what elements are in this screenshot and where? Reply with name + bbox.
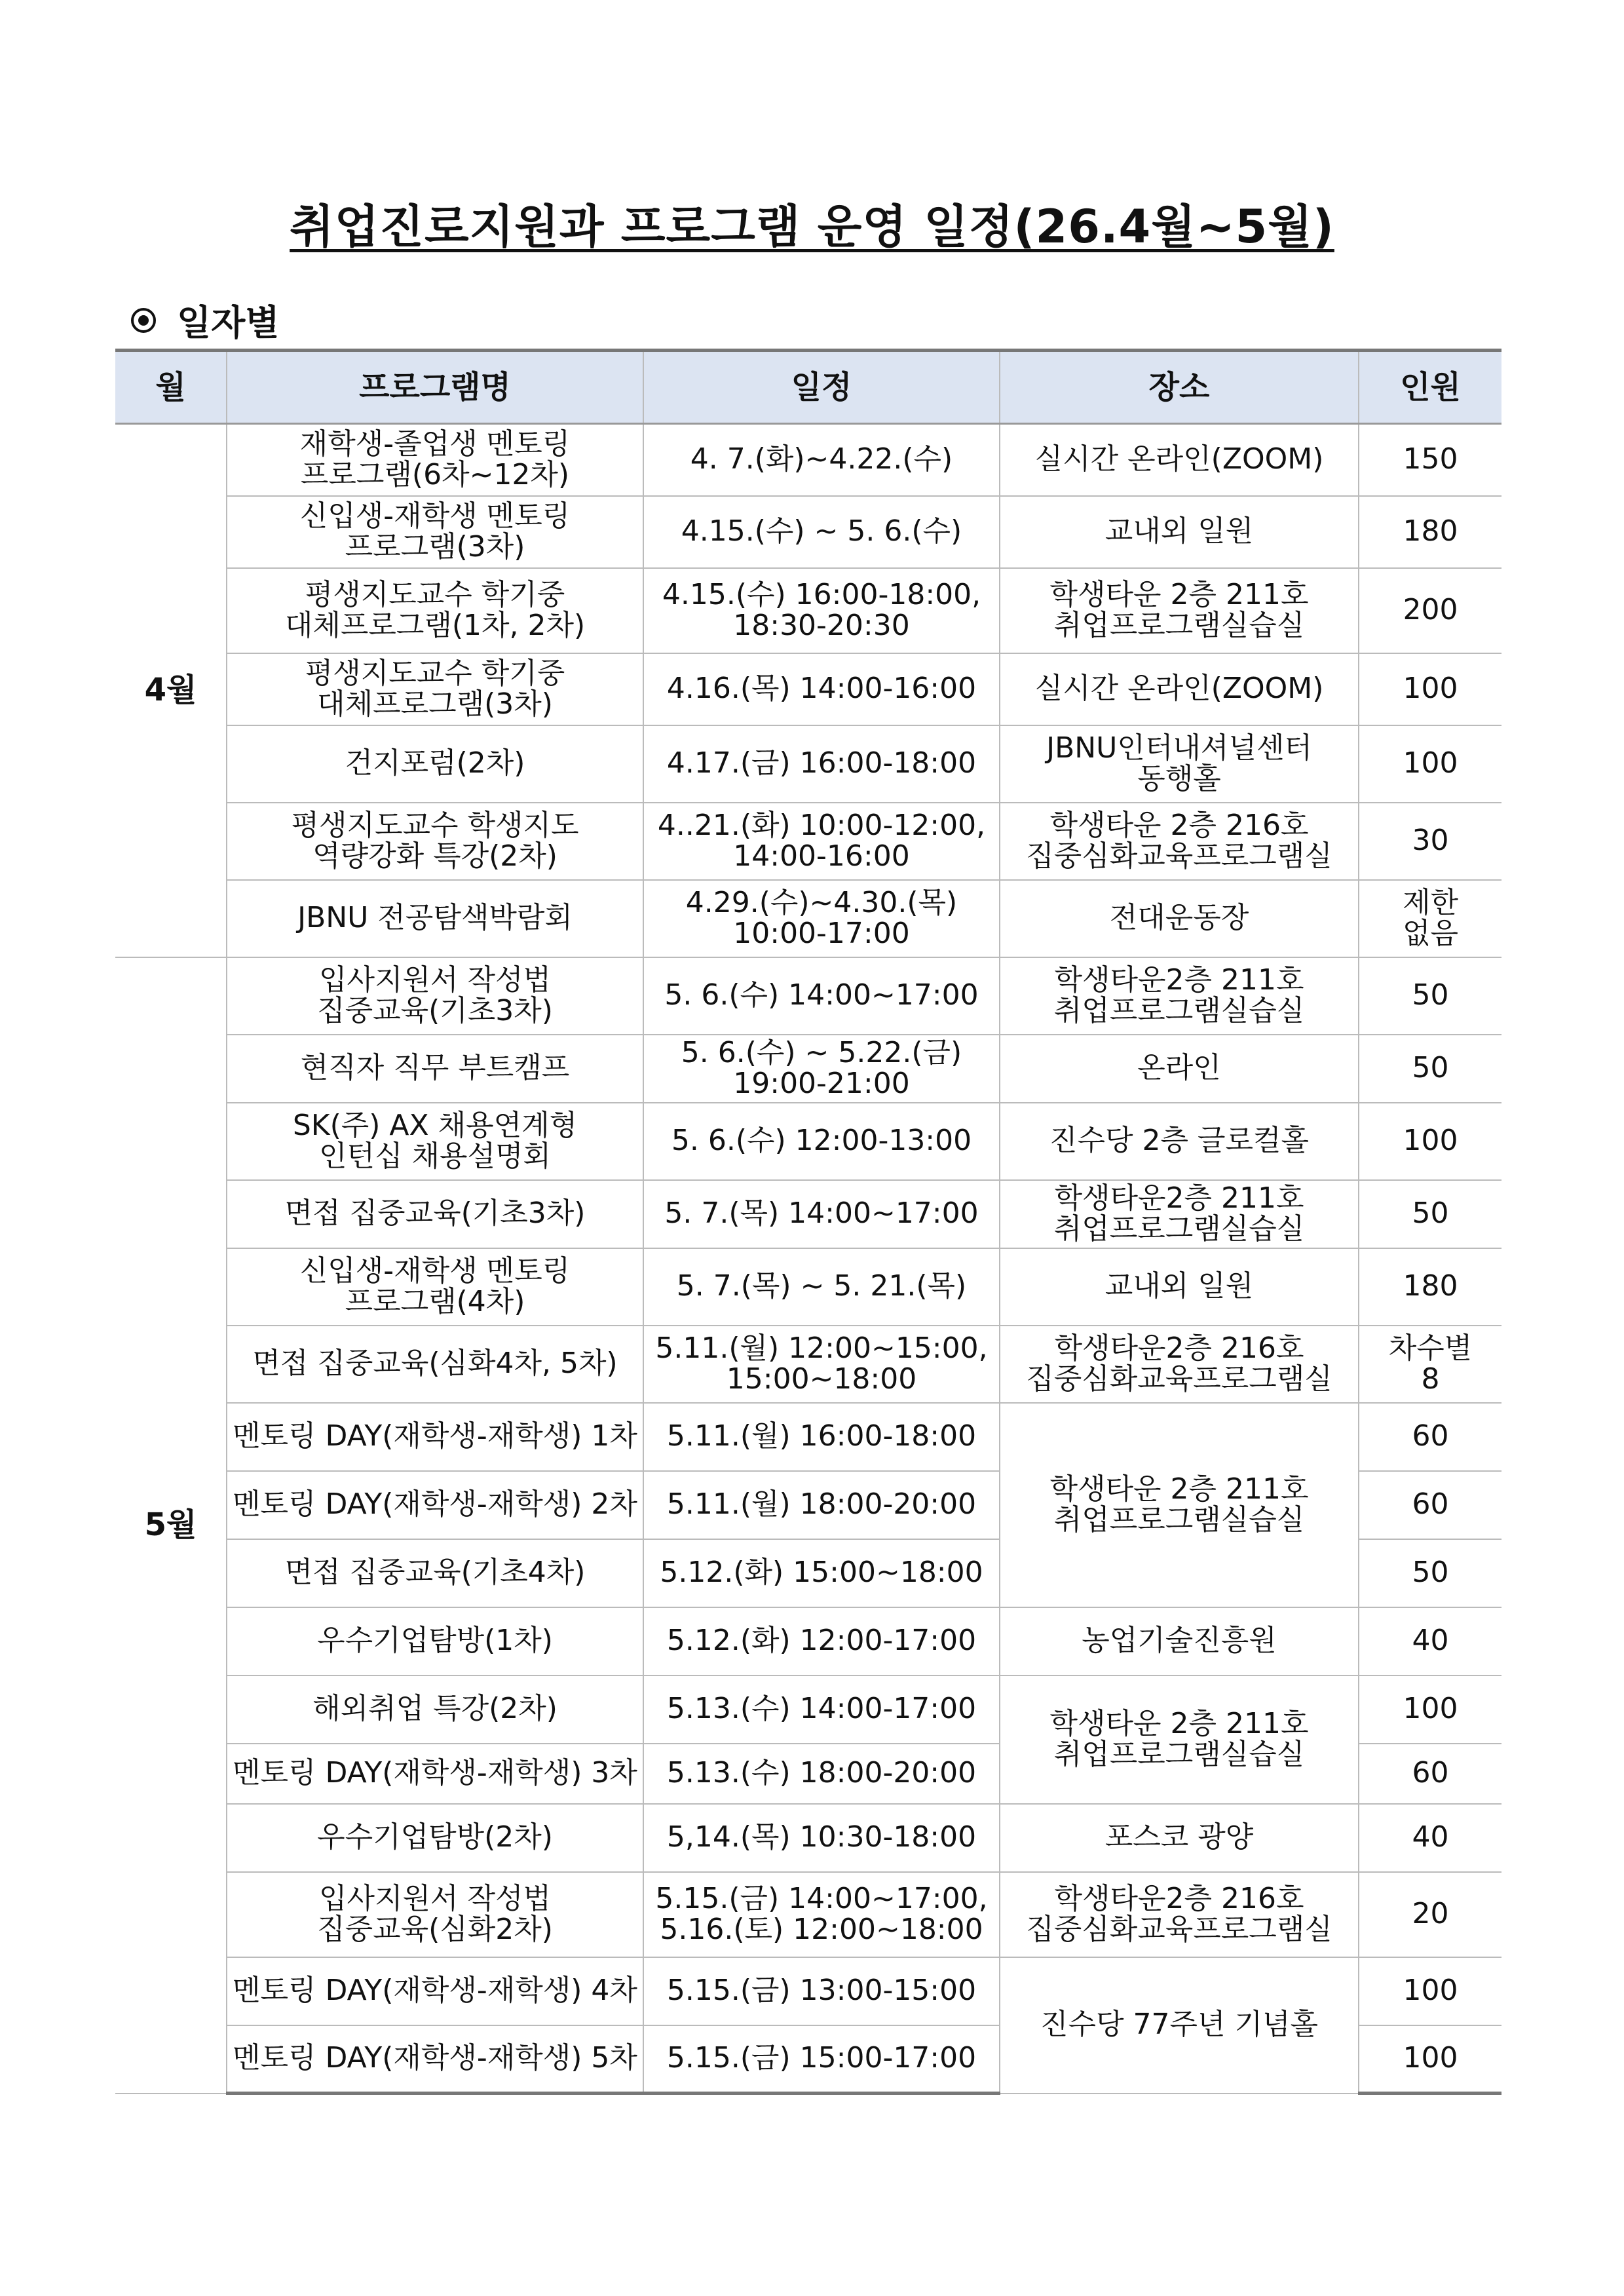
place-cell-line: 집중심화교육프로그램실	[1026, 1362, 1332, 1396]
place-cell	[1000, 653, 1359, 725]
schedule-cell-line: 5.11.(월) 18:00-20:00	[666, 1487, 977, 1521]
program-cell-line: 대체프로그램(1차, 2차)	[284, 608, 586, 642]
schedule-cell-line: 4..21.(화) 10:00-12:00,	[657, 808, 986, 842]
program-cell-line: 집중교육(심화2차)	[317, 1912, 553, 1946]
program-cell	[227, 803, 643, 880]
people-cell	[1359, 1471, 1501, 1539]
program-cell-line: 해외취업 특강(2차)	[312, 1692, 557, 1726]
place-cell-line: 교내외 일원	[1105, 1269, 1254, 1303]
schedule-cell	[643, 1539, 1000, 1607]
people-cell	[1359, 725, 1501, 803]
schedule-cell	[643, 1103, 1000, 1180]
schedule-cell-line: 5.11.(월) 12:00~15:00,	[655, 1331, 988, 1365]
schedule-cell-line: 5.13.(수) 14:00-17:00	[666, 1692, 977, 1726]
header-program: 프로그램명	[227, 351, 643, 424]
schedule-cell	[643, 1180, 1000, 1248]
table-row	[115, 725, 1501, 803]
people-cell-line: 100	[1403, 672, 1458, 706]
table-row	[115, 1180, 1501, 1248]
people-cell-line: 100	[1403, 2041, 1458, 2075]
schedule-cell-line: 5. 7.(목) ~ 5. 21.(목)	[676, 1269, 967, 1303]
schedule-cell	[643, 1957, 1000, 2025]
schedule-cell-line: 14:00-16:00	[733, 839, 910, 873]
program-cell-line: 평생지도교수 학생지도	[291, 808, 579, 842]
people-cell-line: 차수별	[1388, 1331, 1473, 1365]
people-cell	[1359, 1248, 1501, 1326]
people-cell	[1359, 1539, 1501, 1607]
place-cell-line: 진수당 2층 글로컬홀	[1049, 1124, 1309, 1158]
program-cell	[227, 1326, 643, 1403]
schedule-cell	[643, 1607, 1000, 1675]
people-cell-line: 50	[1412, 1051, 1449, 1085]
table-row	[115, 653, 1501, 725]
people-cell	[1359, 1403, 1501, 1471]
schedule-cell-line: 18:30-20:30	[733, 608, 910, 642]
header-place: 장소	[1000, 351, 1359, 424]
place-cell	[1000, 1326, 1359, 1403]
schedule-cell	[643, 1675, 1000, 1744]
program-cell	[227, 2025, 643, 2094]
place-cell	[1000, 568, 1359, 653]
program-cell-line: 현직자 직무 부트캠프	[300, 1051, 570, 1085]
place-cell-line: JBNU인터내셔널센터	[1046, 731, 1312, 765]
program-cell-line: 평생지도교수 학기중	[305, 656, 565, 690]
program-cell	[227, 1180, 643, 1248]
section-heading-label: 일자별	[177, 302, 280, 343]
schedule-table	[115, 349, 1501, 2095]
schedule-cell-line: 5,14.(목) 10:30-18:00	[666, 1820, 977, 1854]
program-cell	[227, 880, 643, 957]
schedule-cell-line: 4.29.(수)~4.30.(목)	[685, 885, 958, 919]
program-cell	[227, 1539, 643, 1607]
program-cell	[227, 1744, 643, 1804]
place-cell	[1000, 1403, 1359, 1607]
place-cell-line: 집중심화교육프로그램실	[1026, 839, 1332, 873]
schedule-cell-line: 5. 6.(수) 14:00~17:00	[664, 978, 979, 1012]
schedule-cell	[643, 1248, 1000, 1326]
table-row	[115, 568, 1501, 653]
people-cell-line: 40	[1412, 1820, 1449, 1854]
people-cell	[1359, 1872, 1501, 1957]
place-cell	[1000, 957, 1359, 1035]
people-cell-line: 100	[1403, 1692, 1458, 1726]
place-cell	[1000, 1248, 1359, 1326]
table-row	[115, 1035, 1501, 1103]
table-row	[115, 803, 1501, 880]
program-cell	[227, 568, 643, 653]
program-cell	[227, 1872, 643, 1957]
place-cell-line: 학생타운 2층 211호	[1049, 577, 1309, 611]
schedule-cell	[643, 1326, 1000, 1403]
schedule-cell	[643, 880, 1000, 957]
program-cell-line: 재학생-졸업생 멘토링	[299, 427, 571, 461]
place-cell-line: 학생타운 2층 211호	[1049, 1706, 1309, 1740]
program-cell-line: 면접 집중교육(기초3차)	[284, 1196, 586, 1231]
program-cell-line: 멘토링 DAY(재학생-재학생) 5차	[233, 2041, 637, 2075]
place-cell	[1000, 1035, 1359, 1103]
program-cell-line: 프로그램(3차)	[345, 529, 525, 564]
schedule-cell-line: 5. 7.(목) 14:00~17:00	[664, 1196, 979, 1231]
people-cell-line: 200	[1403, 593, 1458, 627]
place-cell	[1000, 1607, 1359, 1675]
people-cell-line: 50	[1412, 1196, 1449, 1231]
program-cell	[227, 1471, 643, 1539]
document-title: 취업진로지원과 프로그램 운영 일정(26.4월~5월)	[290, 200, 1334, 254]
people-cell-line: 100	[1403, 746, 1458, 780]
schedule-cell	[643, 1804, 1000, 1872]
place-cell-line: 학생타운2층 216호	[1054, 1331, 1304, 1365]
schedule-cell-line: 4.17.(금) 16:00-18:00	[666, 746, 977, 780]
program-cell-line: 역량강화 특강(2차)	[312, 839, 557, 873]
place-cell	[1000, 1675, 1359, 1804]
header-people: 인원	[1359, 351, 1501, 424]
program-cell-line: 면접 집중교육(기초4차)	[284, 1556, 586, 1590]
section-heading	[131, 295, 280, 345]
people-cell	[1359, 1035, 1501, 1103]
people-cell-line: 100	[1403, 1974, 1458, 2008]
program-cell	[227, 1675, 643, 1744]
place-cell-line: 집중심화교육프로그램실	[1026, 1912, 1332, 1946]
place-cell	[1000, 880, 1359, 957]
people-cell	[1359, 957, 1501, 1035]
people-cell-line: 150	[1403, 442, 1458, 476]
program-cell	[227, 1957, 643, 2025]
place-cell-line: 실시간 온라인(ZOOM)	[1034, 672, 1324, 706]
program-cell	[227, 1035, 643, 1103]
schedule-cell-line: 4. 7.(화)~4.22.(수)	[690, 442, 953, 476]
month-cell: 4월	[115, 424, 227, 957]
table-row	[115, 1403, 1501, 1471]
schedule-cell-line: 19:00-21:00	[733, 1066, 910, 1100]
place-cell-line: 학생타운 2층 216호	[1049, 808, 1309, 842]
people-cell	[1359, 880, 1501, 957]
program-cell-line: 신입생-재학생 멘토링	[299, 499, 571, 533]
people-cell-line: 180	[1403, 514, 1458, 548]
schedule-cell-line: 5.16.(토) 12:00~18:00	[660, 1912, 983, 1946]
place-cell-line: 학생타운2층 211호	[1054, 1181, 1304, 1215]
program-cell-line: 인턴십 채용설명회	[318, 1139, 552, 1173]
table-row	[115, 1326, 1501, 1403]
people-cell	[1359, 424, 1501, 496]
schedule-cell	[643, 1471, 1000, 1539]
people-cell	[1359, 2025, 1501, 2094]
schedule-cell	[643, 568, 1000, 653]
table-row	[115, 1248, 1501, 1326]
program-cell-line: 건지포럼(2차)	[345, 746, 525, 780]
schedule-cell-line: 5.12.(화) 15:00~18:00	[660, 1556, 983, 1590]
people-cell-line: 30	[1412, 824, 1449, 858]
program-cell	[227, 957, 643, 1035]
place-cell	[1000, 424, 1359, 496]
people-cell	[1359, 653, 1501, 725]
program-cell-line: 평생지도교수 학기중	[305, 577, 565, 611]
place-cell-line: 학생타운2층 211호	[1054, 963, 1304, 997]
program-cell-line: 집중교육(기초3차)	[317, 993, 553, 1027]
people-cell	[1359, 1180, 1501, 1248]
schedule-cell	[643, 1744, 1000, 1804]
schedule-cell-line: 5.13.(수) 18:00-20:00	[666, 1756, 977, 1790]
place-cell	[1000, 1872, 1359, 1957]
table-row	[115, 1675, 1501, 1744]
program-cell-line: JBNU 전공탐색박람회	[297, 901, 573, 935]
place-cell-line: 학생타운 2층 211호	[1049, 1472, 1309, 1506]
schedule-cell-line: 15:00~18:00	[726, 1362, 917, 1396]
program-cell-line: 멘토링 DAY(재학생-재학생) 4차	[233, 1974, 637, 2008]
people-cell	[1359, 803, 1501, 880]
place-cell-line: 교내외 일원	[1105, 514, 1254, 548]
people-cell	[1359, 1675, 1501, 1744]
schedule-cell-line: 5. 6.(수) 12:00-13:00	[671, 1124, 972, 1158]
place-cell	[1000, 725, 1359, 803]
schedule-cell-line: 5.12.(화) 12:00-17:00	[666, 1624, 977, 1658]
people-cell	[1359, 568, 1501, 653]
schedule-cell	[643, 2025, 1000, 2094]
program-cell	[227, 424, 643, 496]
people-cell-line: 100	[1403, 1124, 1458, 1158]
place-cell-line: 취업프로그램실습실	[1053, 1212, 1305, 1246]
radio-bullet-icon	[131, 308, 156, 333]
table-header-row	[115, 351, 1501, 424]
table-row	[115, 1103, 1501, 1180]
people-cell-line: 50	[1412, 1556, 1449, 1590]
people-cell-line: 60	[1412, 1756, 1449, 1790]
place-cell-line: 농업기술진흥원	[1082, 1624, 1277, 1658]
program-cell-line: 입사지원서 작성법	[318, 963, 552, 997]
place-cell	[1000, 803, 1359, 880]
program-cell	[227, 653, 643, 725]
schedule-cell-line: 5.15.(금) 13:00-15:00	[666, 1974, 977, 2008]
schedule-cell	[643, 496, 1000, 568]
schedule-cell-line: 10:00-17:00	[733, 916, 910, 950]
header-schedule: 일정	[643, 351, 1000, 424]
schedule-cell	[643, 653, 1000, 725]
place-cell	[1000, 1957, 1359, 2094]
schedule-cell	[643, 1872, 1000, 1957]
place-cell-line: 실시간 온라인(ZOOM)	[1034, 442, 1324, 476]
program-cell-line: 멘토링 DAY(재학생-재학생) 1차	[233, 1419, 637, 1453]
program-cell	[227, 1804, 643, 1872]
program-cell-line: 입사지원서 작성법	[318, 1881, 552, 1915]
schedule-cell	[643, 1035, 1000, 1103]
program-cell-line: 대체프로그램(3차)	[317, 687, 553, 721]
people-cell	[1359, 1957, 1501, 2025]
program-cell-line: 멘토링 DAY(재학생-재학생) 2차	[233, 1487, 637, 1521]
program-cell	[227, 496, 643, 568]
program-cell-line: 우수기업탐방(1차)	[317, 1624, 553, 1658]
schedule-cell-line: 5.15.(금) 15:00-17:00	[666, 2041, 977, 2075]
program-cell-line: 우수기업탐방(2차)	[317, 1820, 553, 1854]
people-cell-line: 없음	[1402, 916, 1458, 950]
place-cell	[1000, 496, 1359, 568]
place-cell	[1000, 1180, 1359, 1248]
program-cell-line: 멘토링 DAY(재학생-재학생) 3차	[233, 1756, 637, 1790]
place-cell	[1000, 1103, 1359, 1180]
program-cell-line: 신입생-재학생 멘토링	[299, 1253, 571, 1288]
program-cell-line: SK(주) AX 채용연계형	[292, 1108, 578, 1142]
people-cell-line: 8	[1421, 1362, 1440, 1396]
people-cell	[1359, 1744, 1501, 1804]
program-cell	[227, 1403, 643, 1471]
place-cell-line: 학생타운2층 216호	[1054, 1881, 1304, 1915]
people-cell	[1359, 496, 1501, 568]
people-cell	[1359, 1326, 1501, 1403]
schedule-cell	[643, 424, 1000, 496]
schedule-cell	[643, 725, 1000, 803]
table-row	[115, 1957, 1501, 2025]
people-cell-line: 180	[1403, 1269, 1458, 1303]
schedule-cell-line: 4.15.(수) ~ 5. 6.(수)	[681, 514, 962, 548]
people-cell-line: 60	[1412, 1419, 1449, 1453]
schedule-cell	[643, 957, 1000, 1035]
program-cell-line: 프로그램(6차~12차)	[300, 457, 570, 491]
month-cell: 5월	[115, 957, 227, 2094]
place-cell	[1000, 1804, 1359, 1872]
table-row	[115, 496, 1501, 568]
place-cell-line: 동행홀	[1137, 761, 1221, 795]
header-month: 월	[115, 351, 227, 424]
table-row	[115, 880, 1501, 957]
place-cell-line: 취업프로그램실습실	[1053, 993, 1305, 1027]
program-cell	[227, 725, 643, 803]
schedule-cell-line: 4.16.(목) 14:00-16:00	[666, 672, 977, 706]
people-cell	[1359, 1607, 1501, 1675]
table-row	[115, 1607, 1501, 1675]
table-row	[115, 1804, 1501, 1872]
place-cell-line: 진수당 77주년 기념홀	[1040, 2008, 1318, 2042]
schedule-cell	[643, 1403, 1000, 1471]
people-cell-line: 20	[1412, 1897, 1449, 1931]
people-cell-line: 60	[1412, 1487, 1449, 1521]
people-cell-line: 50	[1412, 978, 1449, 1012]
program-cell-line: 면접 집중교육(심화4차, 5차)	[252, 1347, 618, 1381]
schedule-cell-line: 5.11.(월) 16:00-18:00	[666, 1419, 977, 1453]
program-cell	[227, 1248, 643, 1326]
table-row	[115, 424, 1501, 496]
table-row	[115, 957, 1501, 1035]
people-cell	[1359, 1103, 1501, 1180]
place-cell-line: 취업프로그램실습실	[1053, 1737, 1305, 1771]
place-cell-line: 온라인	[1137, 1051, 1221, 1085]
table-row	[115, 1872, 1501, 1957]
people-cell-line: 제한	[1402, 885, 1458, 919]
program-cell	[227, 1103, 643, 1180]
people-cell-line: 40	[1412, 1624, 1449, 1658]
place-cell-line: 취업프로그램실습실	[1053, 608, 1305, 642]
schedule-cell-line: 5. 6.(수) ~ 5.22.(금)	[681, 1035, 962, 1069]
schedule-cell-line: 5.15.(금) 14:00~17:00,	[655, 1881, 988, 1915]
people-cell	[1359, 1804, 1501, 1872]
schedule-cell-line: 4.15.(수) 16:00-18:00,	[662, 577, 981, 611]
program-cell-line: 프로그램(4차)	[345, 1284, 525, 1318]
program-cell	[227, 1607, 643, 1675]
place-cell-line: 취업프로그램실습실	[1053, 1502, 1305, 1537]
place-cell-line: 전대운동장	[1109, 901, 1249, 935]
place-cell-line: 포스코 광양	[1105, 1820, 1254, 1854]
schedule-cell	[643, 803, 1000, 880]
